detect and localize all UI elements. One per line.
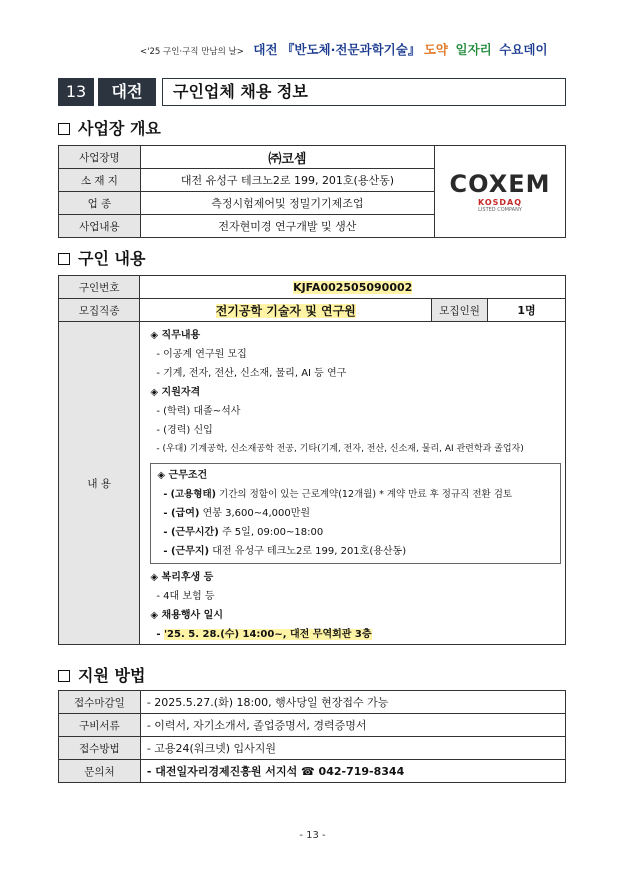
apply-label: 접수마감일	[59, 691, 141, 714]
detail-heading: ◈ 지원자격	[150, 383, 565, 402]
headcount: 1명	[488, 299, 566, 322]
overview-value: 전자현미경 연구개발 및 생산	[140, 215, 434, 238]
event-date: - '25. 5. 28.(수) 14:00~, 대전 무역회관 3층	[156, 629, 372, 640]
section-heading-apply: 지원 방법	[58, 663, 145, 686]
logo-sub: KOSDAQ	[478, 198, 523, 207]
page-title: 구인업체 채용 정보	[162, 78, 566, 106]
hiring-label: 모집직종	[59, 299, 140, 322]
checkbox-square-icon	[58, 123, 70, 135]
detail-line: - (학력) 대졸~석사	[156, 406, 241, 417]
banner-prefix: <'25 구인·구직 만남의 날>	[140, 47, 244, 57]
deadline: - 2025.5.27.(화) 18:00, 행사당일 현장접수 가능	[140, 691, 565, 714]
detail-line: - (근무지) 대전 유성구 테크노2로 199, 201호(용산동)	[163, 546, 407, 557]
apply-label: 구비서류	[59, 714, 141, 737]
detail-line: - (우대) 기계공학, 신소재공학 전공, 기타(기계, 전자, 전산, 신소재, 물리, AI 관련학과 졸업자)	[156, 444, 524, 454]
overview-table	[58, 145, 566, 238]
work-conditions-box	[150, 463, 561, 564]
logo-text: COXEM	[449, 170, 551, 198]
banner-title-3: 일자리	[455, 42, 492, 57]
posting-id: KJFA002505090002	[140, 276, 566, 299]
hiring-table	[58, 275, 566, 645]
company-name: ㈜코셈	[140, 146, 434, 169]
overview-label: 업 종	[59, 192, 141, 215]
required-documents: - 이력서, 자기소개서, 졸업증명서, 경력증명서	[140, 714, 565, 737]
job-details	[140, 322, 566, 645]
detail-line: - (고용형태) 기간의 정함이 있는 근로계약(12개월) * 계약 만료 후 정규직 전환 검토	[163, 489, 513, 500]
detail-heading: ◈ 채용행사 일시	[150, 606, 565, 625]
overview-label: 소 재 지	[59, 169, 141, 192]
checkbox-square-icon	[58, 670, 70, 682]
section-heading-hiring: 구인 내용	[58, 246, 145, 269]
title-city: 대전	[98, 78, 156, 106]
job-title: 전기공학 기술자 및 연구원	[140, 299, 432, 322]
company-logo	[435, 146, 566, 238]
contact-info: - 대전일자리경제진흥원 서지석 ☎ 042-719-8344	[140, 760, 565, 783]
detail-line: - (급여) 연봉 3,600~4,000만원	[163, 508, 311, 519]
detail-line: - 기계, 전자, 전산, 신소재, 물리, AI 등 연구	[156, 368, 347, 379]
overview-value: 측정시험제어및 정밀기기제조업	[140, 192, 434, 215]
hiring-label: 모집인원	[432, 299, 488, 322]
detail-line: - 4대 보험 등	[156, 591, 215, 602]
apply-method: - 고용24(워크넷) 입사지원	[140, 737, 565, 760]
hiring-label: 구인번호	[59, 276, 140, 299]
hiring-label: 내 용	[59, 322, 140, 645]
page-number: - 13 -	[299, 830, 326, 841]
detail-heading: ◈ 근무조건	[157, 466, 554, 485]
detail-line: - (근무시간) 주 5일, 09:00~18:00	[163, 527, 324, 538]
overview-value: 대전 유성구 테크노2로 199, 201호(용산동)	[140, 169, 434, 192]
banner-title-4: 수요데이	[499, 42, 548, 57]
header-banner	[140, 40, 580, 60]
section-heading-overview: 사업장 개요	[58, 116, 161, 139]
logo-sub2: LISTED COMPANY	[478, 207, 522, 213]
overview-label: 사업내용	[59, 215, 141, 238]
apply-table	[58, 690, 566, 783]
detail-line: - (경력) 신입	[156, 425, 213, 436]
overview-label: 사업장명	[59, 146, 141, 169]
banner-title-1: 대전 『반도체·전문과학기술』	[253, 42, 421, 57]
title-number: 13	[58, 78, 94, 106]
detail-heading: ◈ 복리후생 등	[150, 568, 565, 587]
detail-line: - 이공계 연구원 모집	[156, 349, 247, 360]
banner-title-2: 도약	[423, 42, 448, 57]
detail-heading: ◈ 직무내용	[150, 326, 565, 345]
apply-label: 접수방법	[59, 737, 141, 760]
apply-label: 문의처	[59, 760, 141, 783]
checkbox-square-icon	[58, 253, 70, 265]
